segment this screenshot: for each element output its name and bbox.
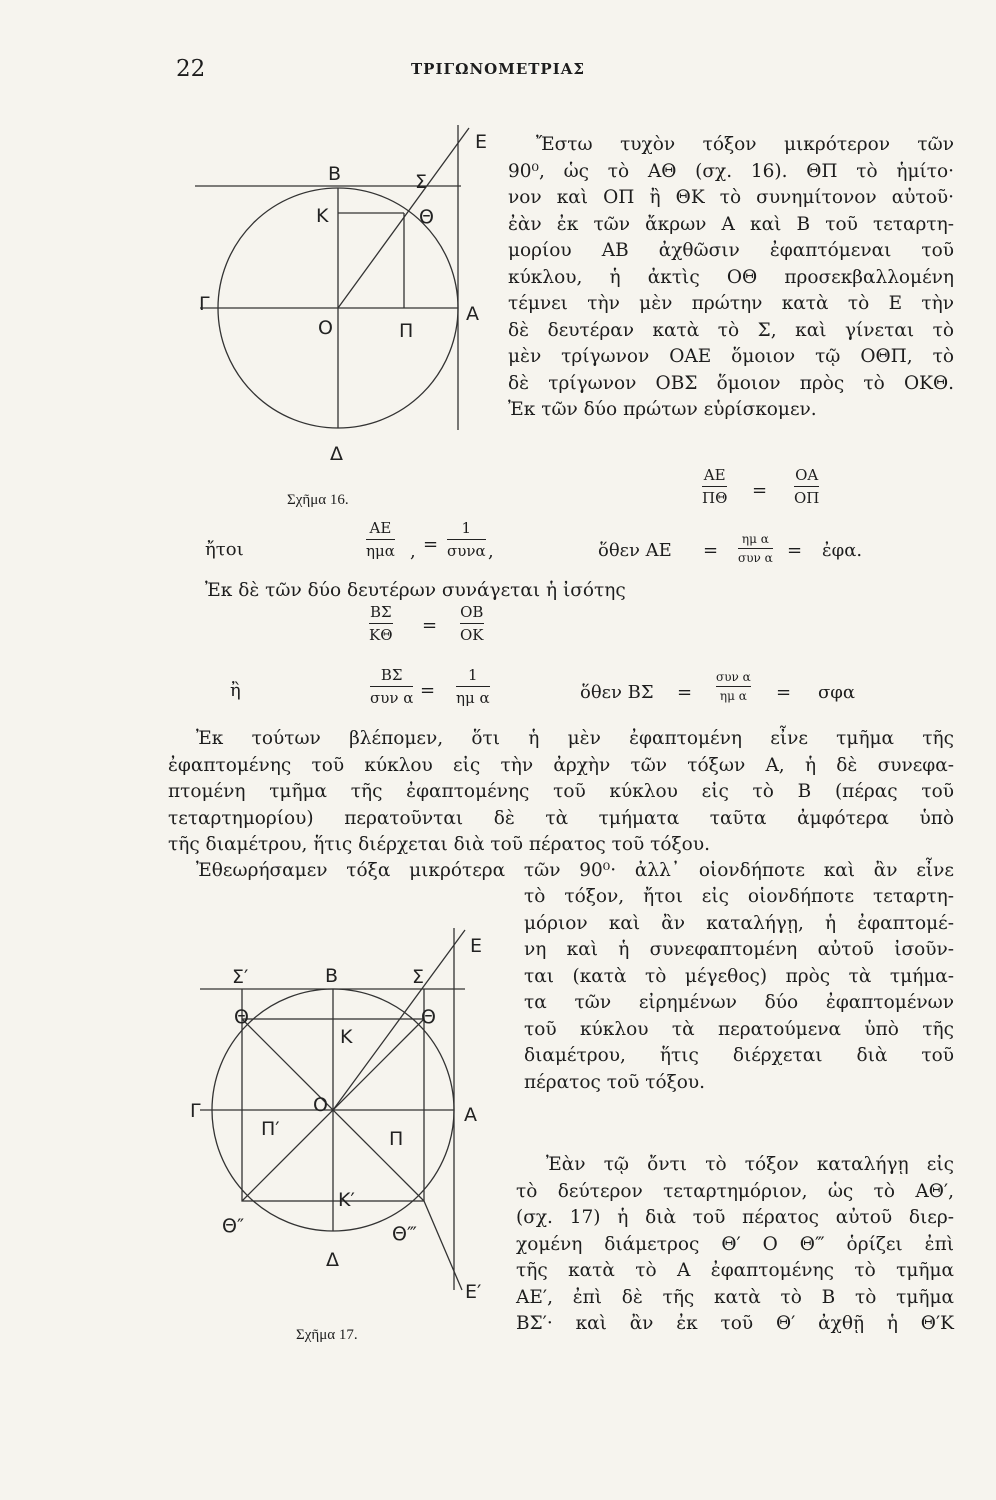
eq4-fraction-2 — [456, 666, 490, 707]
paragraph-2 — [168, 726, 954, 859]
eq2-comma: , — [410, 541, 416, 562]
text-line: (σχ. 17) ἡ διὰ τοῦ πέρατος αὐτοῦ διερ- — [516, 1207, 954, 1228]
numerator: 1 — [468, 666, 478, 684]
eq4-result: σφα — [818, 682, 856, 703]
text-line-mid — [205, 578, 626, 605]
text-line: χομένη διάμετρος Θ′ Ο Θ‴ ὁρίζει ἐπὶ — [516, 1233, 954, 1255]
fig16-label-D: Δ — [330, 443, 343, 465]
figure-16-diagram — [185, 110, 515, 500]
text-line: δὲ δευτέραν κατὰ τὸ Σ, καὶ γίνεται τὸ — [508, 319, 954, 341]
eq2-result: ἐφα. — [822, 540, 863, 561]
denominator: συνα — [447, 542, 486, 560]
text-line: πτομένη τμῆμα τῆς ἐφαπτομένης τοῦ κύκλου εἰς τὸ Β (πέρας τοῦ — [168, 781, 954, 802]
fig17-label-K: K — [340, 1026, 353, 1048]
eq2-then: ὅθεν ΑΕ — [598, 540, 672, 561]
text-line: ἐφαπτομένης τοῦ κύκλου εἰς τὴν ἀρχὴν τῶν τόξων Α, ἡ δὲ συνεφα- — [168, 754, 954, 776]
fig16-label-O: O — [318, 317, 333, 339]
denominator: συν α — [370, 689, 414, 707]
fig17-label-Th: Θ — [421, 1006, 436, 1028]
eq4-equals: = — [776, 682, 792, 703]
eq3-fraction-left — [369, 603, 393, 644]
denominator: ημ α — [456, 689, 490, 707]
text-line: ΒΣ′· καὶ ἂν ἐκ τοῦ Θ′ ἀχθῇ ἡ Θ′Κ — [516, 1313, 954, 1334]
paragraph-3 — [524, 884, 954, 1096]
eq2-comma: , — [488, 541, 494, 562]
eq2-equals: = — [423, 534, 439, 555]
eq2-fraction-1 — [366, 519, 395, 560]
eq1-fraction-right — [794, 466, 819, 507]
fig17-label-O: O — [313, 1094, 328, 1116]
text-line: ΑΕ′, ἐπὶ δὲ τῆς κατὰ τὸ Β τὸ τμῆμα — [516, 1286, 954, 1308]
numerator: ΑΕ — [369, 519, 392, 537]
text-line: κύκλου, ἡ ἀκτὶς ΟΘ προσεκβαλλομένη — [508, 266, 954, 288]
eq4-fraction-3 — [716, 670, 751, 703]
fig17-label-A: A — [464, 1104, 477, 1126]
text-line: Ἐκ δὲ τῶν δύο δευτέρων συνάγεται ἡ ἰσότης — [205, 580, 626, 601]
fig17-radius-OE — [333, 930, 465, 1110]
paragraph-3-first — [168, 858, 954, 885]
fig17-label-S: Σ — [412, 966, 425, 988]
fig17-label-P1: Π′ — [261, 1118, 280, 1140]
text-line: πέρατος τοῦ τόξου. — [524, 1071, 706, 1093]
fig16-label-B: B — [328, 163, 342, 185]
text-line: Ἐὰν τῷ ὄντι τὸ τόξον καταλήγῃ εἰς — [546, 1154, 954, 1175]
numerator: ημ α — [741, 532, 769, 546]
text-line: τῆς διαμέτρου, ἥτις διέρχεται διὰ τοῦ πέρατος τοῦ τόξου. — [168, 834, 710, 855]
numerator: ΟΑ — [795, 466, 819, 484]
text-line: τεταρτημορίου) περατοῦνται δὲ τὰ τμήματα ταῦτα ἀμφότερα ὑπὸ — [168, 807, 954, 829]
numerator: 1 — [461, 519, 472, 537]
fig17-label-Th2: Θ″ — [222, 1215, 245, 1237]
page-number: 22 — [176, 56, 206, 82]
numerator: συν α — [716, 670, 751, 684]
fig17-label-D: Δ — [326, 1249, 339, 1271]
eq1-equals: = — [752, 480, 768, 501]
text-line: τέμνει τὴν μὲν πρώτην κατὰ τὸ Ε τὴν — [508, 293, 954, 314]
text-line: τοῦ κύκλου τὰ περατούμενα ὑπὸ τῆς — [524, 1018, 954, 1040]
fig17-label-B: B — [325, 965, 339, 987]
eq4-equals: = — [677, 682, 693, 703]
denominator: ημ α — [719, 689, 747, 703]
text-line: δὲ τρίγωνον ΟΒΣ ὅμοιον πρὸς τὸ ΟΚΘ. — [508, 372, 954, 394]
figure-17-diagram — [180, 910, 500, 1330]
paragraph-1 — [508, 132, 954, 424]
text-line: Ἐκ τῶν δύο πρώτων εὑρίσκομεν. — [508, 399, 817, 420]
paragraph-4 — [516, 1152, 954, 1338]
denominator: συν α — [738, 551, 773, 565]
figure-17-caption: Σχῆμα 17. — [296, 1327, 358, 1343]
fig17-label-Th1: Θ — [234, 1006, 249, 1028]
denominator: ΟΚ — [460, 626, 484, 644]
fig16-label-Th: Θ — [419, 206, 434, 228]
eq4-equals: = — [420, 680, 436, 701]
fig17-extension-E1 — [424, 1201, 462, 1290]
figure-16-caption: Σχῆμα 16. — [287, 492, 349, 508]
fig16-label-K: K — [316, 205, 329, 227]
text-line: νη καὶ ἡ συνεφαπτομένη αὐτοῦ ἰσοῦν- — [524, 939, 954, 960]
text-line: νον καὶ ΟΠ ἢ ΘΚ τὸ συνημίτονον αὐτοῦ· — [508, 187, 954, 208]
denominator: ημα — [366, 542, 395, 560]
eq3-equals: = — [422, 615, 438, 636]
fig16-label-P: Π — [399, 320, 414, 342]
fig17-label-E: E — [470, 935, 483, 957]
fig17-label-G: Γ — [190, 1100, 201, 1122]
eq2-equals: = — [703, 540, 719, 561]
eq2-fraction-3 — [738, 532, 773, 565]
fig17-label-Th3: Θ‴ — [392, 1223, 417, 1245]
fig17-label-E1: E′ — [465, 1281, 482, 1303]
eq4-fraction-1 — [370, 666, 413, 707]
text-line: τὸ δεύτερον τεταρτημόριον, ὡς τὸ ΑΘ′, — [516, 1180, 954, 1202]
text-line: Ἐθεωρήσαμεν τόξα μικρότερα τῶν 90⁰· ἀλλ᾽ οἱονδήποτε καὶ ἂν εἶνε — [196, 860, 954, 881]
numerator: ΑΕ — [703, 466, 726, 484]
text-line: μόριον καὶ ἂν καταλήγῃ, ἡ ἐφαπτομέ- — [524, 912, 954, 934]
text-line: τὸ τόξον, ἤτοι εἰς οἱονδήποτε τεταρτη- — [524, 886, 954, 907]
text-line: τα τῶν εἰρημένων δύο ἐφαπτομένων — [524, 992, 954, 1013]
eq4-lead: ἢ — [230, 680, 241, 701]
eq1-fraction-left — [702, 466, 727, 507]
text-line: ται (κατὰ τὸ μέγεθος) πρὸς τὰ τμήμα- — [524, 965, 954, 987]
fig16-label-G: Γ — [199, 293, 210, 315]
text-line: διαμέτρου, ἥτις διέρχεται διὰ τοῦ — [524, 1045, 954, 1066]
fig16-label-E: E — [475, 131, 488, 153]
numerator: ΒΣ — [380, 666, 403, 684]
text-line: 90⁰, ὡς τὸ ΑΘ (σχ. 16). ΘΠ τὸ ἡμίτο· — [508, 160, 954, 182]
eq2-lead: ἤτοι — [205, 539, 244, 560]
fig16-label-S: Σ — [415, 171, 428, 193]
fig17-label-S1: Σ′ — [232, 966, 249, 988]
text-line: μορίου ΑΒ ἀχθῶσιν ἐφαπτόμεναι τοῦ — [508, 240, 954, 261]
text-line: Ἔστω τυχὸν τόξον μικρότερον τῶν — [536, 134, 954, 155]
text-line: Ἐκ τούτων βλέπομεν, ὅτι ἡ μὲν ἐφαπτομένη εἶνε τμῆμα τῆς — [196, 728, 954, 749]
eq2-equals: = — [787, 540, 803, 561]
fig17-label-K1: K′ — [338, 1189, 355, 1211]
denominator: ΚΘ — [369, 626, 393, 644]
fig17-label-P: Π — [389, 1128, 404, 1150]
text-line: τῆς κατὰ τὸ Α ἐφαπτομένης τὸ τμῆμα — [516, 1260, 954, 1281]
running-title: ΤΡΙΓΩΝΟΜΕΤΡΙΑΣ — [411, 60, 585, 78]
denominator: ΠΘ — [702, 489, 728, 507]
numerator: ΒΣ — [369, 603, 392, 621]
text-line: ἐὰν ἐκ τῶν ἄκρων Α καὶ Β τοῦ τεταρτη- — [508, 213, 954, 235]
denominator: ΟΠ — [794, 489, 820, 507]
fig16-label-A: A — [466, 303, 479, 325]
fig17-dummy-guide — [235, 930, 472, 989]
eq2-fraction-2 — [447, 519, 486, 560]
text-line: μὲν τρίγωνον ΟΑΕ ὅμοιον τῷ ΟΘΠ, τὸ — [508, 346, 954, 367]
eq4-then: ὅθεν ΒΣ — [580, 682, 654, 703]
eq3-fraction-right — [460, 603, 484, 644]
numerator: ΟΒ — [460, 603, 484, 621]
